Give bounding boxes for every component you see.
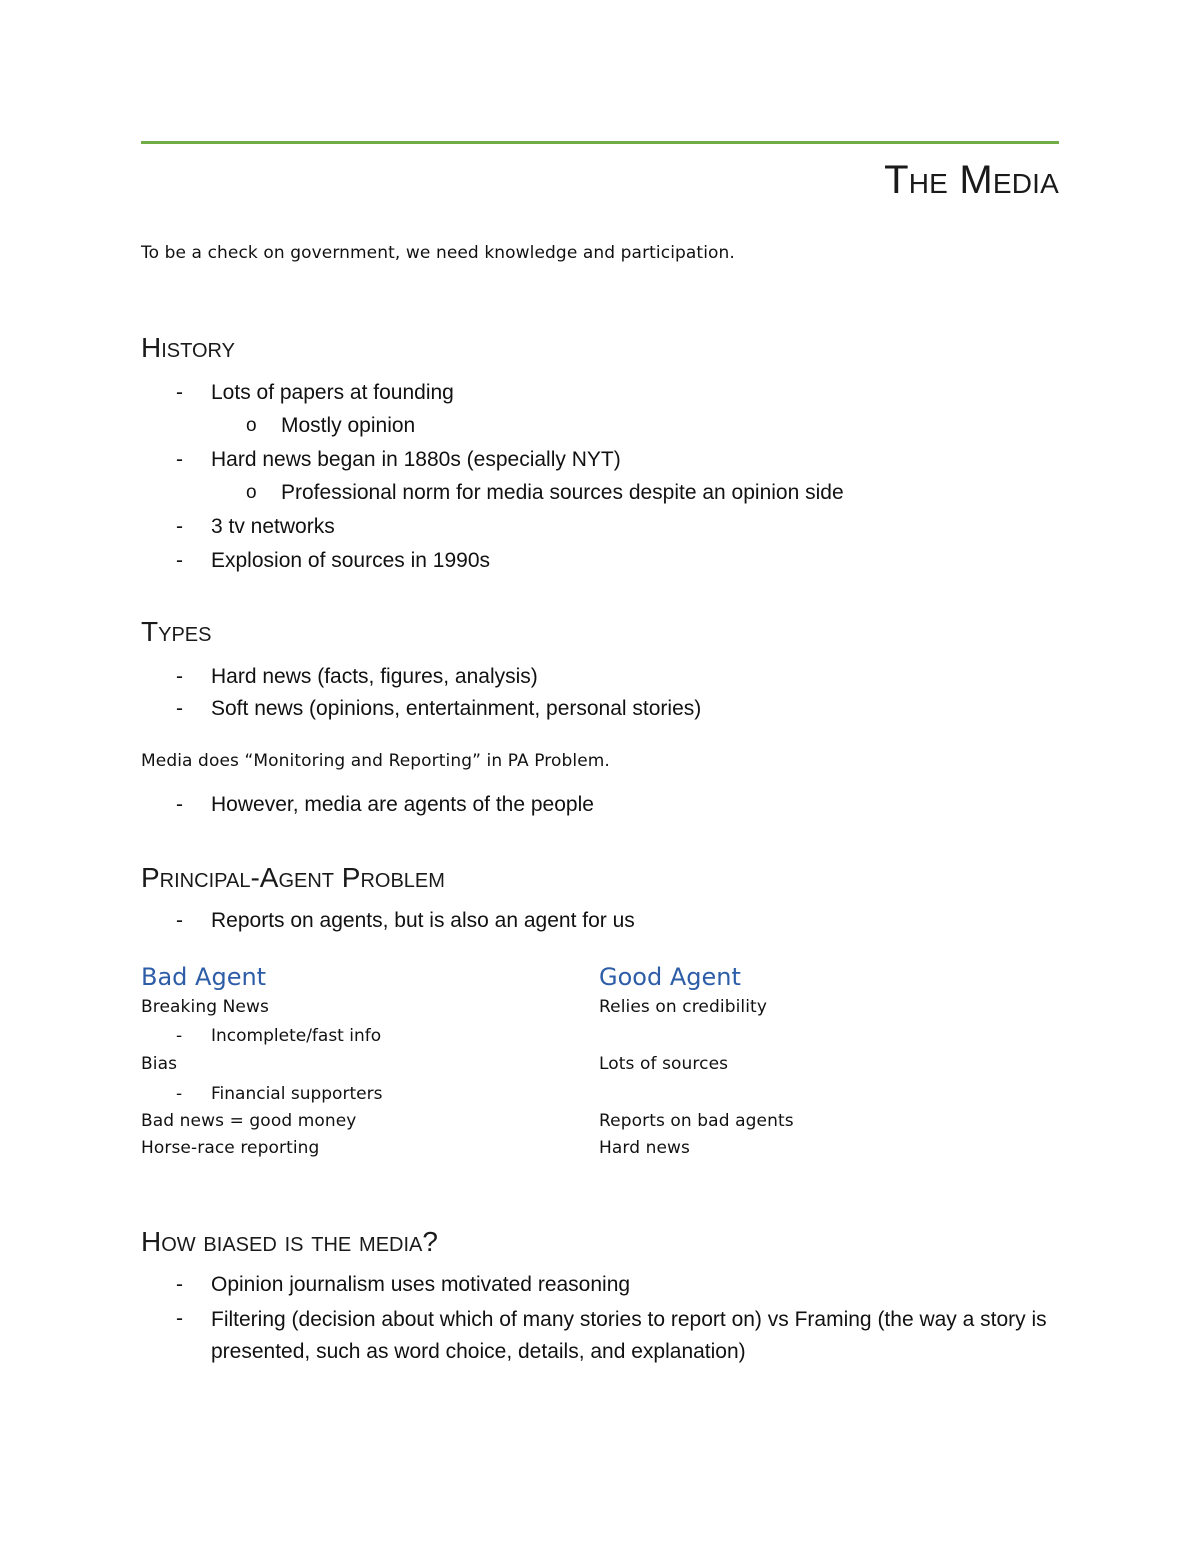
good-agent-row: Relies on credibility — [599, 997, 767, 1017]
intro-text: To be a check on government, we need knowledge and participation. — [141, 243, 735, 263]
dash-marker: - — [176, 665, 183, 688]
media-note: Media does “Monitoring and Reporting” in PA Problem. — [141, 751, 610, 771]
bias-heading: How biased is the media? — [141, 1226, 438, 1257]
dash-marker: - — [176, 909, 183, 932]
good-agent-row: Reports on bad agents — [599, 1111, 794, 1131]
header-rule — [141, 141, 1059, 144]
bad-agent-row: Bias — [141, 1054, 178, 1074]
dash-marker: - — [176, 1026, 183, 1046]
types-heading: Types — [141, 616, 212, 647]
dash-marker: - — [176, 549, 183, 572]
dash-marker: - — [176, 448, 183, 471]
dash-marker: - — [176, 1273, 183, 1296]
bad-agent-row: Bad news = good money — [141, 1111, 357, 1131]
good-agent-heading: Good Agent — [599, 963, 741, 991]
dash-marker: - — [176, 697, 183, 720]
dash-marker: - — [176, 381, 183, 404]
bad-agent-row: Breaking News — [141, 997, 269, 1017]
dash-marker: - — [176, 793, 183, 816]
dash-marker: - — [176, 1307, 183, 1330]
history-heading: History — [141, 332, 235, 363]
circle-marker: o — [246, 482, 257, 503]
bad-agent-heading: Bad Agent — [141, 963, 267, 991]
page-title: The Media — [884, 158, 1059, 202]
dash-marker: - — [176, 1084, 183, 1104]
circle-marker: o — [246, 415, 257, 436]
dash-marker: - — [176, 515, 183, 538]
bad-agent-row: Horse-race reporting — [141, 1138, 320, 1158]
good-agent-row: Lots of sources — [599, 1054, 729, 1074]
good-agent-row: Hard news — [599, 1138, 690, 1158]
principal-agent-heading: Principal-Agent Problem — [141, 862, 445, 893]
